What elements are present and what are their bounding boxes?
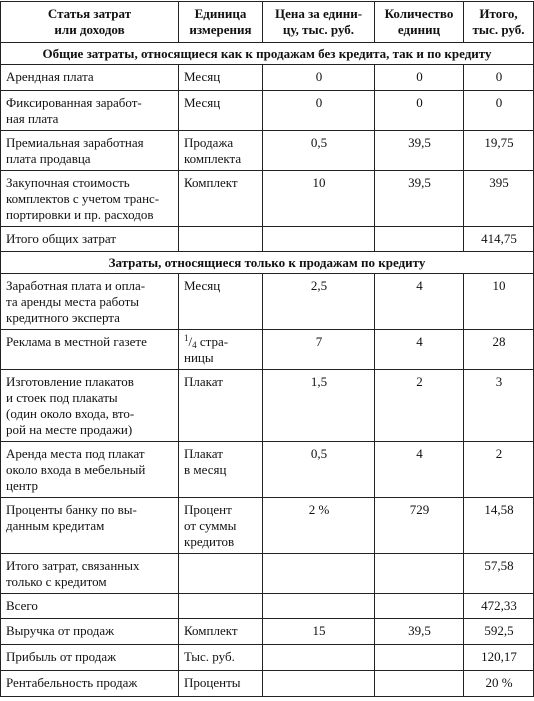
qty-cell: 729	[375, 498, 464, 554]
item-cell: Рентабельность продаж	[1, 671, 179, 697]
section-title: Затраты, относящиеся только к продажам по кредиту	[1, 252, 534, 274]
price-cell	[263, 671, 375, 697]
item-cell: Выручка от продаж	[1, 619, 179, 645]
unit-cell: Месяц	[179, 65, 263, 91]
unit-cell: Комплект	[179, 171, 263, 227]
price-cell	[263, 227, 375, 252]
qty-cell	[375, 645, 464, 671]
table-row	[1, 131, 534, 171]
item-cell: Прибыль от продаж	[1, 645, 179, 671]
price-cell: 0,5	[263, 131, 375, 171]
total-cell: 57,58	[464, 554, 534, 594]
header-item: Статья затрат или доходов	[1, 2, 179, 43]
price-cell	[263, 594, 375, 619]
cost-table	[0, 1, 534, 697]
qty-cell: 4	[375, 274, 464, 330]
total-cell: 0	[464, 65, 534, 91]
section-row	[1, 252, 534, 274]
qty-cell: 39,5	[375, 131, 464, 171]
item-cell: Заработная плата и опла- та аренды места работы кредитного эксперта	[1, 274, 179, 330]
unit-cell: Плакат в месяц	[179, 442, 263, 498]
price-cell: 10	[263, 171, 375, 227]
price-cell	[263, 554, 375, 594]
item-cell: Премиальная заработная плата продавца	[1, 131, 179, 171]
unit-cell: $^1/_4$ стра- ницы	[179, 330, 263, 370]
item-cell: Арендная плата	[1, 65, 179, 91]
section-row	[1, 43, 534, 65]
table-row	[1, 65, 534, 91]
item-cell: Закупочная стоимость комплектов с учетом транс- портировки и пр. расходов	[1, 171, 179, 227]
header-qty: Количество единиц	[375, 2, 464, 43]
header-price: Цена за едини- цу, тыс. руб.	[263, 2, 375, 43]
price-cell: 0,5	[263, 442, 375, 498]
unit-cell	[179, 227, 263, 252]
price-cell: 7	[263, 330, 375, 370]
header-row	[1, 2, 534, 43]
qty-cell	[375, 227, 464, 252]
table-row	[1, 370, 534, 442]
qty-cell: 0	[375, 91, 464, 131]
total-cell: 19,75	[464, 131, 534, 171]
table-row	[1, 91, 534, 131]
table-row	[1, 274, 534, 330]
item-cell: Итого затрат, связанных только с кредитом	[1, 554, 179, 594]
item-cell: Аренда места под плакат около входа в мебельный центр	[1, 442, 179, 498]
total-cell: 0	[464, 91, 534, 131]
unit-cell: Продажа комплекта	[179, 131, 263, 171]
subtotal-row	[1, 227, 534, 252]
item-cell: Изготовление плакатов и стоек под плакаты (один около входа, вто- рой на месте продажи)	[1, 370, 179, 442]
table-row	[1, 645, 534, 671]
total-cell: 2	[464, 442, 534, 498]
table-row	[1, 498, 534, 554]
total-cell: 414,75	[464, 227, 534, 252]
fraction-denominator: 4	[192, 340, 197, 350]
fraction-numerator: 1	[184, 333, 189, 343]
item-cell: Фиксированная заработ- ная плата	[1, 91, 179, 131]
table-row	[1, 671, 534, 697]
header-total: Итого, тыс. руб.	[464, 2, 534, 43]
price-cell: 2,5	[263, 274, 375, 330]
total-cell: 395	[464, 171, 534, 227]
unit-cell	[179, 594, 263, 619]
qty-cell: 2	[375, 370, 464, 442]
unit-cell: Плакат	[179, 370, 263, 442]
section-title: Общие затраты, относящиеся как к продажам без кредита, так и по кредиту	[1, 43, 534, 65]
total-cell: 20 %	[464, 671, 534, 697]
table-row	[1, 442, 534, 498]
total-cell: 3	[464, 370, 534, 442]
unit-cell	[179, 554, 263, 594]
qty-cell	[375, 671, 464, 697]
qty-cell: 0	[375, 65, 464, 91]
price-cell: 15	[263, 619, 375, 645]
unit-cell: Тыс. руб.	[179, 645, 263, 671]
price-cell: 0	[263, 65, 375, 91]
total-cell: 592,5	[464, 619, 534, 645]
table-row	[1, 330, 534, 370]
unit-cell: Месяц	[179, 91, 263, 131]
total-cell: 28	[464, 330, 534, 370]
price-cell: 2 %	[263, 498, 375, 554]
price-cell	[263, 645, 375, 671]
item-cell: Реклама в местной газете	[1, 330, 179, 370]
subtotal-row	[1, 554, 534, 594]
qty-cell: 39,5	[375, 171, 464, 227]
qty-cell: 4	[375, 442, 464, 498]
unit-cell: Комплект	[179, 619, 263, 645]
header-unit: Единица измерения	[179, 2, 263, 43]
unit-cell: Проценты	[179, 671, 263, 697]
qty-cell	[375, 554, 464, 594]
total-row	[1, 594, 534, 619]
item-cell: Итого общих затрат	[1, 227, 179, 252]
unit-cell: Процент от суммы кредитов	[179, 498, 263, 554]
qty-cell: 39,5	[375, 619, 464, 645]
item-cell: Проценты банку по вы- данным кредитам	[1, 498, 179, 554]
qty-cell: 4	[375, 330, 464, 370]
price-cell: 0	[263, 91, 375, 131]
unit-cell: Месяц	[179, 274, 263, 330]
qty-cell	[375, 594, 464, 619]
total-cell: 472,33	[464, 594, 534, 619]
price-cell: 1,5	[263, 370, 375, 442]
item-cell: Всего	[1, 594, 179, 619]
table-row	[1, 171, 534, 227]
unit-text: стра- ницы	[184, 334, 229, 365]
table-row	[1, 619, 534, 645]
total-cell: 10	[464, 274, 534, 330]
total-cell: 120,17	[464, 645, 534, 671]
total-cell: 14,58	[464, 498, 534, 554]
